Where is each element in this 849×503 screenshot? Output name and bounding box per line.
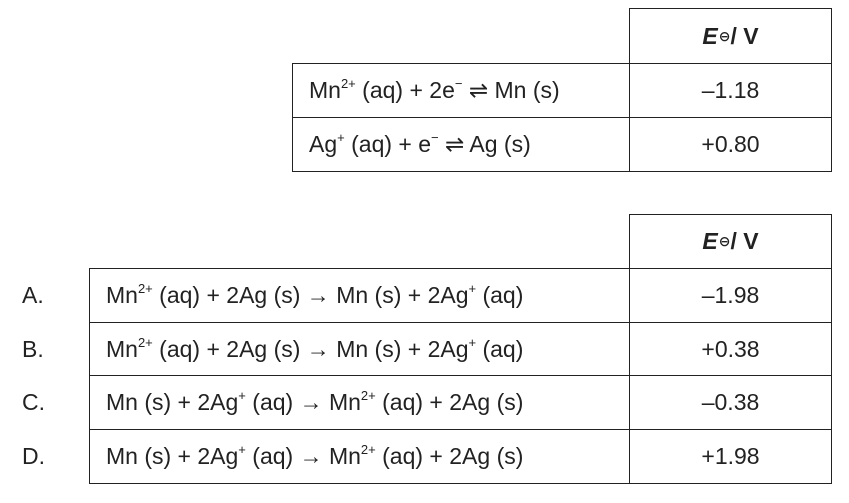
equation-text: Ag xyxy=(309,131,338,157)
option-b-equation xyxy=(106,336,523,363)
equation-superscript: 2+ xyxy=(360,442,376,457)
equation-superscript: 2+ xyxy=(137,281,153,296)
table1-equation-cell xyxy=(292,63,630,118)
potential-ag: +0.80 xyxy=(701,131,760,157)
table1-value-cell xyxy=(629,117,832,172)
option-c-equation xyxy=(106,389,523,416)
equation-text: (aq) → Mn xyxy=(245,443,361,469)
equation-superscript: 2+ xyxy=(360,388,376,403)
equation-superscript: 2+ xyxy=(137,334,153,350)
equation-superscript: + xyxy=(468,334,477,350)
equation-text: (aq) → Mn xyxy=(245,389,361,415)
equation-text: Mn xyxy=(309,77,341,103)
table2-header-symbol: E xyxy=(702,228,718,254)
equation-text: ⇌ Mn (s) xyxy=(462,77,560,103)
option-d-letter[interactable]: D. xyxy=(22,443,45,469)
table1-value-cell xyxy=(629,63,832,118)
option-a-letter[interactable]: A. xyxy=(22,282,44,308)
equation-text: ⇌ Ag (s) xyxy=(438,131,531,157)
option-d-equation-cell[interactable] xyxy=(89,429,630,484)
half-equation-mn xyxy=(309,77,560,104)
table1-header-cell xyxy=(629,8,832,64)
equation-superscript: 2+ xyxy=(340,76,356,91)
equation-text: Mn xyxy=(106,282,138,308)
option-d-value: +1.98 xyxy=(701,443,760,469)
option-d-equation xyxy=(106,443,523,470)
equation-text: (aq) + 2e xyxy=(355,77,455,103)
equation-superscript: + xyxy=(238,388,246,403)
option-a-value-cell[interactable] xyxy=(629,268,832,323)
equation-text: (aq) + 2Ag (s) → Mn (s) + 2Ag xyxy=(152,282,469,308)
equation-superscript: + xyxy=(337,130,345,145)
option-b-letter[interactable]: B. xyxy=(22,335,44,362)
option-c-value-cell[interactable] xyxy=(629,375,832,430)
option-a-equation xyxy=(106,282,523,309)
option-b-value: +0.38 xyxy=(701,335,760,362)
equation-text: (aq) + 2Ag (s) xyxy=(375,389,524,415)
option-c-equation-cell[interactable] xyxy=(89,375,630,430)
equation-superscript: + xyxy=(238,442,246,457)
option-b-equation-cell[interactable] xyxy=(89,322,630,376)
option-c-letter[interactable]: C. xyxy=(22,389,45,415)
table1-header-symbol: E xyxy=(702,22,718,49)
potential-mn: –1.18 xyxy=(701,77,760,103)
equation-text: Mn xyxy=(106,335,138,362)
equation-superscript: + xyxy=(468,281,477,296)
equation-superscript: − xyxy=(431,130,439,145)
option-b-value-cell[interactable] xyxy=(629,322,832,376)
table1-header-unit: / V xyxy=(730,22,759,49)
option-a-equation-cell[interactable] xyxy=(89,268,630,323)
table1-header-theta: ⊖ xyxy=(718,27,731,44)
option-a-value: –1.98 xyxy=(701,282,760,308)
equation-text: Mn (s) + 2Ag xyxy=(106,443,239,469)
table2-header-cell xyxy=(629,214,832,269)
table1-equation-cell xyxy=(292,117,630,172)
equation-text: (aq) + 2Ag (s) xyxy=(375,443,524,469)
table2-header-theta: ⊖ xyxy=(718,233,731,249)
table2-header-unit: / V xyxy=(730,228,759,254)
equation-text: Mn (s) + 2Ag xyxy=(106,389,239,415)
equation-text: (aq) + 2Ag (s) → Mn (s) + 2Ag xyxy=(152,335,469,362)
equation-text: (aq) xyxy=(476,282,524,308)
equation-text: (aq) xyxy=(476,335,524,362)
half-equation-ag xyxy=(309,131,531,158)
option-d-value-cell[interactable] xyxy=(629,429,832,484)
option-c-value: –0.38 xyxy=(701,389,760,415)
equation-text: (aq) + e xyxy=(344,131,432,157)
equation-superscript: − xyxy=(454,76,463,91)
